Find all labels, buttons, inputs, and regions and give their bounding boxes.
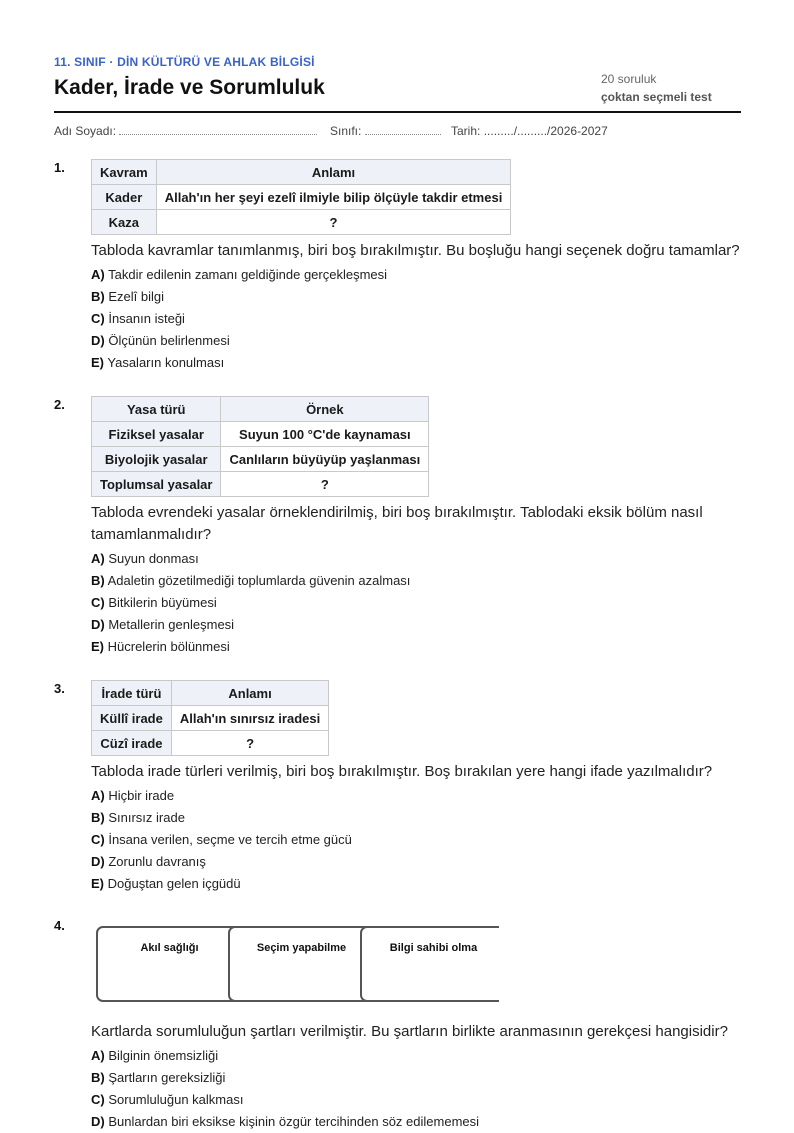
class-field[interactable] [330,124,441,138]
table-header: Yasa türü [92,397,221,422]
option-text: Bilginin önemsizliği [108,1048,219,1063]
condition-cards [96,926,499,1006]
table-cell: Allah'ın her şeyi ezelî ilmiyle bilip ölçüyle takdir etmesi [156,185,511,210]
card-label: Bilgi sahibi olma [389,942,478,954]
option-b[interactable] [91,286,741,308]
question-table [91,396,429,497]
option-d[interactable] [91,851,741,873]
option-letter: B) [91,573,105,588]
option-letter: C) [91,595,105,610]
option-letter: D) [91,1114,105,1129]
option-c[interactable] [91,592,741,614]
table-cell: Kader [92,185,157,210]
options-list [91,785,741,895]
table-header: Anlamı [171,681,328,706]
option-a[interactable] [91,1045,741,1067]
table-cell: Allah'ın sınırsız iradesi [171,706,328,731]
question-number: 4. [54,918,65,933]
option-letter: C) [91,1092,105,1107]
option-e[interactable] [91,352,741,374]
options-list [91,1045,741,1133]
question-table [91,680,329,756]
option-letter: C) [91,832,105,847]
table-header: İrade türü [92,681,172,706]
table-cell: Fiziksel yasalar [92,422,221,447]
option-c[interactable] [91,1089,741,1111]
option-e[interactable] [91,873,741,895]
option-letter: E) [91,639,104,654]
table-header: Kavram [92,160,157,185]
class-label: Sınıfı: [330,124,362,138]
option-b[interactable] [91,807,741,829]
option-text: Hiçbir irade [108,788,175,803]
option-d[interactable] [91,1111,741,1133]
question-number: 2. [54,397,65,412]
option-text: Metallerin genleşmesi [108,617,235,632]
condition-card [228,926,375,1002]
option-a[interactable] [91,548,741,570]
option-e[interactable] [91,636,741,658]
options-list [91,548,741,658]
option-a[interactable] [91,264,741,286]
option-b[interactable] [91,1067,741,1089]
option-text: Zorunlu davranış [108,854,206,869]
option-text: Yasaların konulması [107,355,225,370]
option-letter: A) [91,1048,105,1063]
option-c[interactable] [91,829,741,851]
question-count: 20 soruluk [601,72,657,86]
option-letter: B) [91,1070,105,1085]
table-cell: Canlıların büyüyüp yaşlanması [221,447,429,472]
card-label: Seçim yapabilme [256,942,347,954]
option-text: Ezelî bilgi [108,289,164,304]
option-text: Ölçünün belirlenmesi [108,333,230,348]
condition-card [96,926,243,1002]
table-cell: ? [221,472,429,497]
question-table [91,159,511,235]
option-letter: A) [91,267,105,282]
card-label: Akıl sağlığı [140,942,199,954]
option-letter: E) [91,355,104,370]
question-stem: Tabloda irade türleri verilmiş, biri boş bırakılmıştır. Boş bırakılan yere hangi ifade yazılmalıdır? [91,763,713,780]
table-cell: Suyun 100 °C'de kaynaması [221,422,429,447]
option-text: Sınırsız irade [108,810,185,825]
option-letter: C) [91,311,105,326]
date-label: Tarih: [451,124,481,138]
page-title: Kader, İrade ve Sorumluluk [54,76,325,99]
option-text: Sorumluluğun kalkması [108,1092,244,1107]
question-stem: Tabloda kavramlar tanımlanmış, biri boş bırakılmıştır. Bu boşluğu hangi seçenek doğru tamamlar? [91,242,740,259]
table-cell: Kaza [92,210,157,235]
option-d[interactable] [91,330,741,352]
option-text: Bunlardan biri eksikse kişinin özgür tercihinden söz edilememesi [108,1114,480,1129]
question-number: 1. [54,160,65,175]
option-text: İnsana verilen, seçme ve tercih etme gücü [108,832,352,847]
date-field[interactable] [451,124,608,138]
table-cell: Küllî irade [92,706,172,731]
question-stem: Tabloda evrendeki yasalar örneklendirilmiş, biri boş bırakılmıştır. Tablodaki eksik bölüm nasıl tamamlanmalıdır? [91,504,703,543]
option-text: Suyun donması [108,551,199,566]
date-value: ........./........./2026-2027 [483,124,608,138]
option-text: Doğuştan gelen içgüdü [107,876,241,891]
table-cell: Toplumsal yasalar [92,472,221,497]
table-cell: Cüzî irade [92,731,172,756]
option-text: Takdir edilenin zamanı geldiğinde gerçekleşmesi [108,267,388,282]
option-letter: A) [91,788,105,803]
table-cell: Biyolojik yasalar [92,447,221,472]
question-stem: Kartlarda sorumluluğun şartları verilmiştir. Bu şartların birlikte aranmasının gerekçesi hangisidir? [91,1023,728,1040]
table-cell: ? [171,731,328,756]
name-field[interactable] [54,124,317,138]
option-letter: B) [91,289,105,304]
option-letter: B) [91,810,105,825]
test-type: çoktan seçmeli test [601,90,712,104]
option-letter: D) [91,333,105,348]
option-text: Hücrelerin bölünmesi [107,639,230,654]
condition-card [360,926,499,1002]
option-letter: D) [91,854,105,869]
option-text: Şartların gereksizliği [108,1070,226,1085]
class-blank[interactable] [365,124,441,135]
header-divider [54,111,741,113]
option-text: Bitkilerin büyümesi [108,595,217,610]
name-label: Adı Soyadı: [54,124,117,138]
options-list [91,264,741,374]
option-text: Adaletin gözetilmediği toplumlarda güvenin azalması [107,573,411,588]
question-number: 3. [54,681,65,696]
grade-subject-label: 11. SINIF · DİN KÜLTÜRÜ VE AHLAK BİLGİSİ [54,55,315,69]
option-letter: E) [91,876,104,891]
option-a[interactable] [91,785,741,807]
name-blank[interactable] [119,124,317,135]
option-letter: A) [91,551,105,566]
table-header: Örnek [221,397,429,422]
option-b[interactable] [91,570,741,592]
table-cell: ? [156,210,511,235]
option-c[interactable] [91,308,741,330]
option-d[interactable] [91,614,741,636]
table-header: Anlamı [156,160,511,185]
option-letter: D) [91,617,105,632]
option-text: İnsanın isteği [108,311,185,326]
